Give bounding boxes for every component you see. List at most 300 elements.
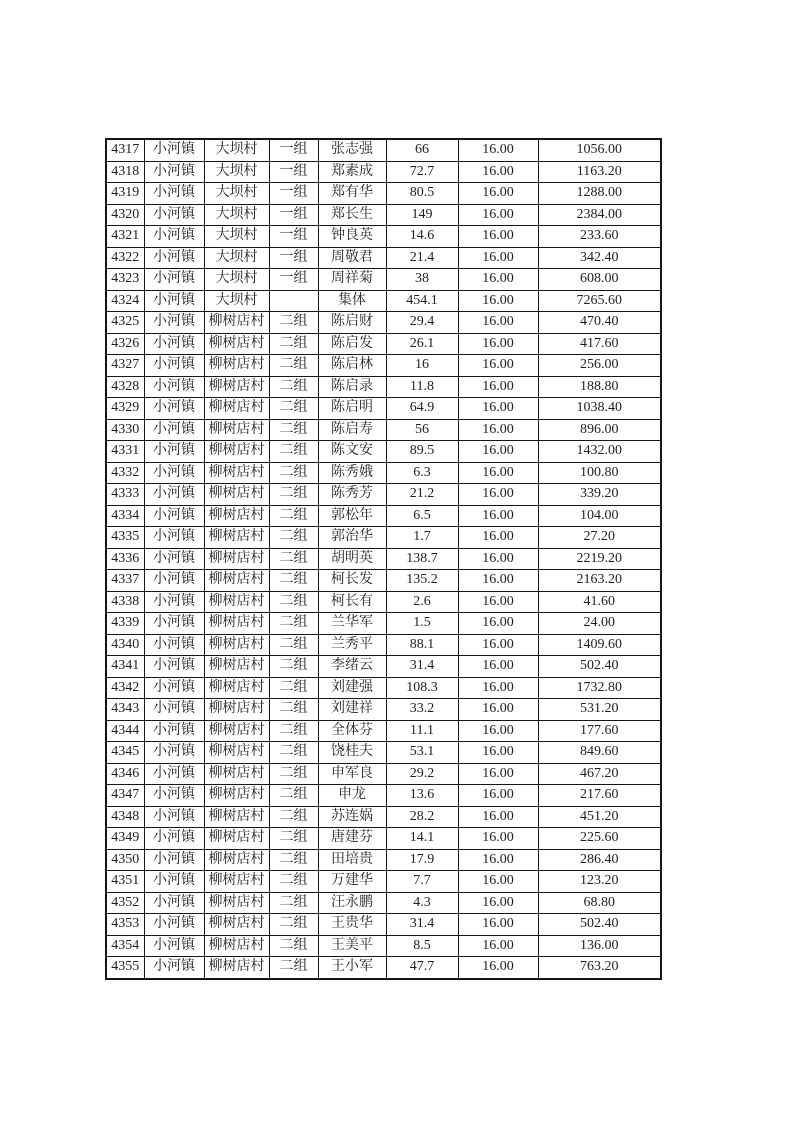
table-row <box>106 914 661 936</box>
land-compensation-table <box>105 138 662 980</box>
table-row <box>106 333 661 355</box>
cell-row-id: 4344 <box>106 720 144 742</box>
cell-town: 小河镇 <box>144 139 204 161</box>
cell-group <box>269 290 318 312</box>
cell-person-name: 全体芬 <box>318 720 386 742</box>
cell-amount: 188.80 <box>538 376 661 398</box>
cell-town: 小河镇 <box>144 548 204 570</box>
cell-quantity: 89.5 <box>386 441 458 463</box>
cell-unit-price: 16.00 <box>458 527 538 549</box>
cell-row-id: 4348 <box>106 806 144 828</box>
cell-amount: 68.80 <box>538 892 661 914</box>
cell-town: 小河镇 <box>144 204 204 226</box>
cell-row-id: 4336 <box>106 548 144 570</box>
cell-group: 二组 <box>269 505 318 527</box>
cell-group: 二组 <box>269 957 318 979</box>
cell-group: 二组 <box>269 462 318 484</box>
cell-row-id: 4347 <box>106 785 144 807</box>
cell-village: 柳树店村 <box>204 419 269 441</box>
cell-town: 小河镇 <box>144 957 204 979</box>
cell-row-id: 4340 <box>106 634 144 656</box>
cell-group: 二组 <box>269 484 318 506</box>
cell-town: 小河镇 <box>144 484 204 506</box>
cell-person-name: 周敬君 <box>318 247 386 269</box>
cell-quantity: 28.2 <box>386 806 458 828</box>
cell-row-id: 4326 <box>106 333 144 355</box>
cell-unit-price: 16.00 <box>458 355 538 377</box>
cell-amount: 470.40 <box>538 312 661 334</box>
cell-group: 二组 <box>269 677 318 699</box>
cell-quantity: 56 <box>386 419 458 441</box>
cell-quantity: 14.1 <box>386 828 458 850</box>
cell-amount: 1409.60 <box>538 634 661 656</box>
cell-person-name: 柯长有 <box>318 591 386 613</box>
cell-person-name: 胡明英 <box>318 548 386 570</box>
table-row <box>106 828 661 850</box>
cell-amount: 7265.60 <box>538 290 661 312</box>
cell-row-id: 4338 <box>106 591 144 613</box>
table-body <box>106 139 661 979</box>
cell-quantity: 11.8 <box>386 376 458 398</box>
cell-town: 小河镇 <box>144 333 204 355</box>
cell-unit-price: 16.00 <box>458 570 538 592</box>
table-row <box>106 183 661 205</box>
cell-quantity: 72.7 <box>386 161 458 183</box>
cell-village: 柳树店村 <box>204 699 269 721</box>
cell-amount: 1038.40 <box>538 398 661 420</box>
cell-group: 一组 <box>269 139 318 161</box>
cell-person-name: 申军良 <box>318 763 386 785</box>
table-row <box>106 441 661 463</box>
cell-village: 大坝村 <box>204 183 269 205</box>
cell-person-name: 刘建强 <box>318 677 386 699</box>
cell-person-name: 陈启发 <box>318 333 386 355</box>
table-row <box>106 355 661 377</box>
cell-row-id: 4331 <box>106 441 144 463</box>
cell-town: 小河镇 <box>144 290 204 312</box>
cell-person-name: 苏连娲 <box>318 806 386 828</box>
cell-unit-price: 16.00 <box>458 656 538 678</box>
cell-unit-price: 16.00 <box>458 441 538 463</box>
cell-group: 一组 <box>269 161 318 183</box>
cell-row-id: 4355 <box>106 957 144 979</box>
cell-unit-price: 16.00 <box>458 591 538 613</box>
cell-town: 小河镇 <box>144 828 204 850</box>
cell-village: 柳树店村 <box>204 613 269 635</box>
cell-town: 小河镇 <box>144 398 204 420</box>
cell-quantity: 1.5 <box>386 613 458 635</box>
cell-quantity: 38 <box>386 269 458 291</box>
cell-unit-price: 16.00 <box>458 742 538 764</box>
cell-village: 柳树店村 <box>204 527 269 549</box>
cell-village: 大坝村 <box>204 290 269 312</box>
cell-group: 二组 <box>269 914 318 936</box>
cell-person-name: 郑长生 <box>318 204 386 226</box>
cell-village: 柳树店村 <box>204 871 269 893</box>
cell-row-id: 4332 <box>106 462 144 484</box>
cell-amount: 41.60 <box>538 591 661 613</box>
table-row <box>106 957 661 979</box>
table-row <box>106 849 661 871</box>
cell-amount: 286.40 <box>538 849 661 871</box>
cell-amount: 502.40 <box>538 656 661 678</box>
cell-unit-price: 16.00 <box>458 139 538 161</box>
cell-quantity: 53.1 <box>386 742 458 764</box>
cell-amount: 763.20 <box>538 957 661 979</box>
cell-town: 小河镇 <box>144 527 204 549</box>
cell-town: 小河镇 <box>144 742 204 764</box>
table-row <box>106 892 661 914</box>
cell-unit-price: 16.00 <box>458 161 538 183</box>
cell-row-id: 4346 <box>106 763 144 785</box>
cell-group: 二组 <box>269 935 318 957</box>
cell-row-id: 4339 <box>106 613 144 635</box>
cell-amount: 849.60 <box>538 742 661 764</box>
cell-row-id: 4353 <box>106 914 144 936</box>
cell-quantity: 88.1 <box>386 634 458 656</box>
cell-unit-price: 16.00 <box>458 935 538 957</box>
table-row <box>106 419 661 441</box>
cell-town: 小河镇 <box>144 914 204 936</box>
cell-person-name: 李绪云 <box>318 656 386 678</box>
cell-person-name: 郑有华 <box>318 183 386 205</box>
cell-unit-price: 16.00 <box>458 849 538 871</box>
cell-village: 柳树店村 <box>204 828 269 850</box>
table-row <box>106 570 661 592</box>
cell-amount: 2384.00 <box>538 204 661 226</box>
cell-row-id: 4321 <box>106 226 144 248</box>
cell-unit-price: 16.00 <box>458 269 538 291</box>
cell-town: 小河镇 <box>144 763 204 785</box>
cell-quantity: 2.6 <box>386 591 458 613</box>
cell-row-id: 4351 <box>106 871 144 893</box>
table-row <box>106 290 661 312</box>
cell-person-name: 郭松年 <box>318 505 386 527</box>
cell-unit-price: 16.00 <box>458 720 538 742</box>
table-row <box>106 247 661 269</box>
cell-quantity: 16 <box>386 355 458 377</box>
cell-village: 柳树店村 <box>204 441 269 463</box>
cell-town: 小河镇 <box>144 355 204 377</box>
cell-unit-price: 16.00 <box>458 871 538 893</box>
cell-unit-price: 16.00 <box>458 204 538 226</box>
cell-person-name: 陈启财 <box>318 312 386 334</box>
cell-group: 二组 <box>269 312 318 334</box>
cell-amount: 136.00 <box>538 935 661 957</box>
cell-person-name: 陈秀娥 <box>318 462 386 484</box>
table-row <box>106 505 661 527</box>
cell-town: 小河镇 <box>144 720 204 742</box>
cell-row-id: 4341 <box>106 656 144 678</box>
cell-group: 二组 <box>269 591 318 613</box>
cell-village: 柳树店村 <box>204 355 269 377</box>
cell-row-id: 4345 <box>106 742 144 764</box>
cell-amount: 1056.00 <box>538 139 661 161</box>
cell-person-name: 田培贵 <box>318 849 386 871</box>
cell-village: 柳树店村 <box>204 849 269 871</box>
cell-quantity: 21.2 <box>386 484 458 506</box>
table-row <box>106 484 661 506</box>
cell-group: 二组 <box>269 527 318 549</box>
cell-village: 大坝村 <box>204 226 269 248</box>
cell-unit-price: 16.00 <box>458 785 538 807</box>
table-row <box>106 204 661 226</box>
cell-village: 柳树店村 <box>204 957 269 979</box>
cell-group: 一组 <box>269 204 318 226</box>
cell-person-name: 饶桂夫 <box>318 742 386 764</box>
cell-amount: 256.00 <box>538 355 661 377</box>
cell-town: 小河镇 <box>144 871 204 893</box>
cell-unit-price: 16.00 <box>458 312 538 334</box>
cell-row-id: 4324 <box>106 290 144 312</box>
cell-unit-price: 16.00 <box>458 699 538 721</box>
cell-village: 柳树店村 <box>204 656 269 678</box>
cell-group: 一组 <box>269 226 318 248</box>
cell-town: 小河镇 <box>144 441 204 463</box>
cell-unit-price: 16.00 <box>458 226 538 248</box>
cell-village: 大坝村 <box>204 204 269 226</box>
cell-quantity: 8.5 <box>386 935 458 957</box>
cell-village: 柳树店村 <box>204 312 269 334</box>
cell-person-name: 钟良英 <box>318 226 386 248</box>
cell-row-id: 4318 <box>106 161 144 183</box>
cell-unit-price: 16.00 <box>458 398 538 420</box>
cell-quantity: 4.3 <box>386 892 458 914</box>
cell-unit-price: 16.00 <box>458 548 538 570</box>
cell-person-name: 王小军 <box>318 957 386 979</box>
cell-group: 一组 <box>269 247 318 269</box>
cell-village: 大坝村 <box>204 139 269 161</box>
cell-unit-price: 16.00 <box>458 613 538 635</box>
cell-person-name: 柯长发 <box>318 570 386 592</box>
table-row <box>106 161 661 183</box>
cell-village: 柳树店村 <box>204 462 269 484</box>
cell-village: 柳树店村 <box>204 892 269 914</box>
cell-town: 小河镇 <box>144 613 204 635</box>
cell-unit-price: 16.00 <box>458 462 538 484</box>
table-row <box>106 139 661 161</box>
cell-group: 二组 <box>269 333 318 355</box>
cell-village: 柳树店村 <box>204 914 269 936</box>
cell-person-name: 申龙 <box>318 785 386 807</box>
cell-quantity: 138.7 <box>386 548 458 570</box>
cell-village: 柳树店村 <box>204 398 269 420</box>
cell-person-name: 兰华军 <box>318 613 386 635</box>
cell-unit-price: 16.00 <box>458 376 538 398</box>
cell-town: 小河镇 <box>144 935 204 957</box>
cell-group: 二组 <box>269 634 318 656</box>
cell-unit-price: 16.00 <box>458 914 538 936</box>
cell-quantity: 31.4 <box>386 914 458 936</box>
cell-unit-price: 16.00 <box>458 828 538 850</box>
cell-village: 柳树店村 <box>204 634 269 656</box>
cell-quantity: 31.4 <box>386 656 458 678</box>
table-row <box>106 656 661 678</box>
cell-quantity: 21.4 <box>386 247 458 269</box>
cell-person-name: 唐建芬 <box>318 828 386 850</box>
cell-village: 柳树店村 <box>204 548 269 570</box>
cell-row-id: 4334 <box>106 505 144 527</box>
cell-quantity: 6.5 <box>386 505 458 527</box>
cell-town: 小河镇 <box>144 785 204 807</box>
cell-amount: 104.00 <box>538 505 661 527</box>
cell-amount: 225.60 <box>538 828 661 850</box>
cell-village: 柳树店村 <box>204 720 269 742</box>
cell-village: 柳树店村 <box>204 333 269 355</box>
cell-person-name: 郭治华 <box>318 527 386 549</box>
cell-unit-price: 16.00 <box>458 290 538 312</box>
cell-row-id: 4335 <box>106 527 144 549</box>
cell-person-name: 陈启明 <box>318 398 386 420</box>
table-row <box>106 806 661 828</box>
cell-unit-price: 16.00 <box>458 763 538 785</box>
cell-quantity: 454.1 <box>386 290 458 312</box>
cell-quantity: 26.1 <box>386 333 458 355</box>
cell-village: 柳树店村 <box>204 935 269 957</box>
cell-unit-price: 16.00 <box>458 957 538 979</box>
table-row <box>106 677 661 699</box>
cell-village: 柳树店村 <box>204 785 269 807</box>
cell-group: 二组 <box>269 785 318 807</box>
cell-person-name: 张志强 <box>318 139 386 161</box>
cell-person-name: 万建华 <box>318 871 386 893</box>
cell-unit-price: 16.00 <box>458 806 538 828</box>
cell-person-name: 郑素成 <box>318 161 386 183</box>
table-row <box>106 613 661 635</box>
cell-unit-price: 16.00 <box>458 505 538 527</box>
cell-group: 二组 <box>269 871 318 893</box>
cell-group: 二组 <box>269 828 318 850</box>
table-row <box>106 462 661 484</box>
cell-quantity: 149 <box>386 204 458 226</box>
cell-amount: 608.00 <box>538 269 661 291</box>
table-row <box>106 527 661 549</box>
cell-town: 小河镇 <box>144 849 204 871</box>
cell-row-id: 4333 <box>106 484 144 506</box>
cell-town: 小河镇 <box>144 419 204 441</box>
cell-row-id: 4342 <box>106 677 144 699</box>
cell-amount: 339.20 <box>538 484 661 506</box>
table-row <box>106 226 661 248</box>
cell-amount: 1163.20 <box>538 161 661 183</box>
table-row <box>106 269 661 291</box>
cell-amount: 531.20 <box>538 699 661 721</box>
cell-amount: 896.00 <box>538 419 661 441</box>
cell-row-id: 4330 <box>106 419 144 441</box>
cell-unit-price: 16.00 <box>458 677 538 699</box>
cell-quantity: 66 <box>386 139 458 161</box>
cell-quantity: 29.2 <box>386 763 458 785</box>
cell-amount: 24.00 <box>538 613 661 635</box>
cell-row-id: 4320 <box>106 204 144 226</box>
cell-amount: 1732.80 <box>538 677 661 699</box>
cell-quantity: 108.3 <box>386 677 458 699</box>
cell-group: 一组 <box>269 269 318 291</box>
table-row <box>106 742 661 764</box>
cell-group: 二组 <box>269 656 318 678</box>
cell-amount: 177.60 <box>538 720 661 742</box>
table-row <box>106 935 661 957</box>
cell-amount: 502.40 <box>538 914 661 936</box>
cell-village: 柳树店村 <box>204 570 269 592</box>
cell-amount: 451.20 <box>538 806 661 828</box>
cell-town: 小河镇 <box>144 505 204 527</box>
table-row <box>106 312 661 334</box>
cell-quantity: 17.9 <box>386 849 458 871</box>
cell-town: 小河镇 <box>144 656 204 678</box>
cell-quantity: 29.4 <box>386 312 458 334</box>
cell-row-id: 4325 <box>106 312 144 334</box>
cell-person-name: 陈启林 <box>318 355 386 377</box>
cell-town: 小河镇 <box>144 226 204 248</box>
cell-amount: 342.40 <box>538 247 661 269</box>
cell-town: 小河镇 <box>144 312 204 334</box>
cell-person-name: 陈启录 <box>318 376 386 398</box>
cell-town: 小河镇 <box>144 269 204 291</box>
cell-amount: 1432.00 <box>538 441 661 463</box>
cell-group: 二组 <box>269 699 318 721</box>
cell-group: 二组 <box>269 613 318 635</box>
cell-village: 柳树店村 <box>204 505 269 527</box>
cell-unit-price: 16.00 <box>458 634 538 656</box>
cell-person-name: 陈启寿 <box>318 419 386 441</box>
cell-row-id: 4337 <box>106 570 144 592</box>
cell-group: 二组 <box>269 548 318 570</box>
cell-person-name: 王美平 <box>318 935 386 957</box>
cell-village: 柳树店村 <box>204 677 269 699</box>
cell-village: 柳树店村 <box>204 742 269 764</box>
cell-group: 二组 <box>269 570 318 592</box>
cell-amount: 27.20 <box>538 527 661 549</box>
cell-row-id: 4322 <box>106 247 144 269</box>
cell-unit-price: 16.00 <box>458 183 538 205</box>
table-row <box>106 699 661 721</box>
cell-village: 大坝村 <box>204 247 269 269</box>
cell-village: 大坝村 <box>204 269 269 291</box>
table-row <box>106 398 661 420</box>
cell-group: 二组 <box>269 376 318 398</box>
cell-row-id: 4350 <box>106 849 144 871</box>
cell-person-name: 周祥菊 <box>318 269 386 291</box>
cell-unit-price: 16.00 <box>458 333 538 355</box>
cell-town: 小河镇 <box>144 462 204 484</box>
cell-person-name: 集体 <box>318 290 386 312</box>
cell-town: 小河镇 <box>144 591 204 613</box>
table-row <box>106 720 661 742</box>
cell-village: 柳树店村 <box>204 591 269 613</box>
cell-amount: 2163.20 <box>538 570 661 592</box>
cell-amount: 100.80 <box>538 462 661 484</box>
cell-quantity: 64.9 <box>386 398 458 420</box>
cell-person-name: 陈文安 <box>318 441 386 463</box>
cell-person-name: 刘建祥 <box>318 699 386 721</box>
cell-row-id: 4329 <box>106 398 144 420</box>
cell-row-id: 4328 <box>106 376 144 398</box>
table-row <box>106 871 661 893</box>
cell-town: 小河镇 <box>144 699 204 721</box>
cell-row-id: 4352 <box>106 892 144 914</box>
cell-quantity: 135.2 <box>386 570 458 592</box>
cell-village: 大坝村 <box>204 161 269 183</box>
cell-quantity: 33.2 <box>386 699 458 721</box>
table-row <box>106 785 661 807</box>
cell-amount: 233.60 <box>538 226 661 248</box>
cell-village: 柳树店村 <box>204 806 269 828</box>
cell-town: 小河镇 <box>144 570 204 592</box>
cell-town: 小河镇 <box>144 247 204 269</box>
table-row <box>106 591 661 613</box>
cell-amount: 123.20 <box>538 871 661 893</box>
